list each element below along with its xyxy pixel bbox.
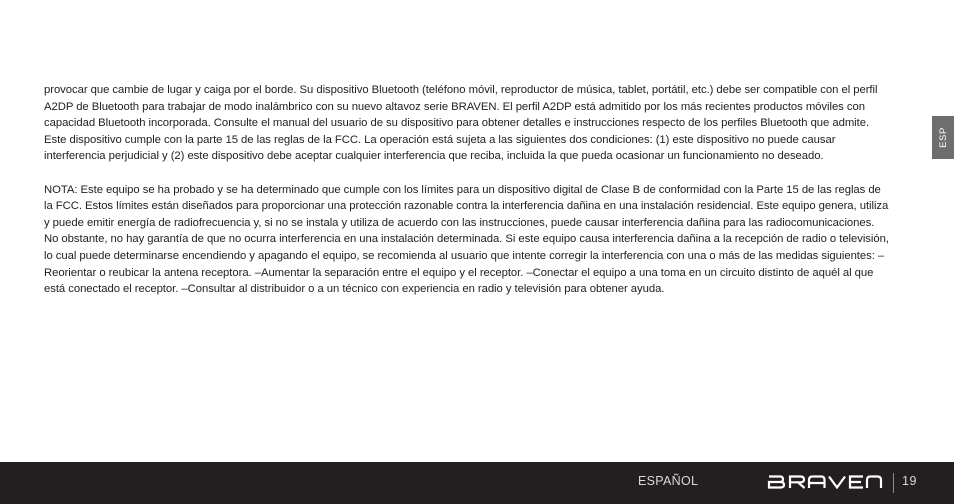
paragraph-fcc-compliance: Este dispositivo cumple con la parte 15 de las reglas de la FCC. La operación está sujeta a las siguientes dos condiciones: (1) este dispositivo no puede causar interferencia perjudicial y (2) este dispositivo debe aceptar cualquier interferencia que reciba, incluida la que pueda ocasionar un funcionamiento no deseado. (44, 133, 836, 163)
footer-divider (893, 473, 894, 493)
page-footer (0, 462, 954, 504)
language-side-tab (932, 116, 954, 159)
footer-language: ESPAÑOL (638, 474, 699, 488)
paragraph-fcc-note: NOTA: Este equipo se ha probado y se ha determinado que cumple con los límites para un dispositivo digital de Clase B de conformidad con la Parte 15 de las reglas de la FCC. Estos límites están diseñados para proporcionar una protección razonable contra la interferencia dañina en una instalación residencial. Este equipo genera, utiliza y puede emitir energía de radiofrecuencia y, si no se instala y utiliza de acuerdo con las instrucciones, puede causar interferencia dañina para las radiocomunicaciones. No obstante, no hay garantía de que no ocurra interferencia en una instalación determinada. Si este equipo causa interferencia dañina a la recepción de radio o televisión, lo cual puede determinarse encendiendo y apagando el equipo, se recomienda al usuario que intente corregir la interferencia con una o más de las medidas siguientes: –Reorientar o reubicar la antena receptora. –Aumentar la separación entre el equipo y el receptor. –Conectar el equipo a una toma en un circuito distinto de aquél al que está conectado el receptor. –Consultar al distribuidor o a un técnico con experiencia en radio y televisión para obtener ayuda. (44, 183, 889, 296)
paragraph-bluetooth: provocar que cambie de lugar y caiga por el borde. Su dispositivo Bluetooth (teléfono móvil, reproductor de música, tablet, portátil, etc.) debe ser compatible con el perfil A2DP de Bluetooth para trabajar de modo inalámbrico con su nuevo altavoz serie BRAVEN. El perfil A2DP está admitido por los más recientes productos móviles con capacidad Bluetooth incorporada. Consulte el manual del usuario de su dispositivo para obtener detalles e instrucciones respecto de los perfiles Bluetooth que admite. (44, 84, 878, 130)
page-number: 19 (902, 474, 917, 488)
braven-logo (767, 475, 883, 489)
body-text (44, 82, 890, 298)
language-side-tab-label: ESP (937, 127, 949, 148)
